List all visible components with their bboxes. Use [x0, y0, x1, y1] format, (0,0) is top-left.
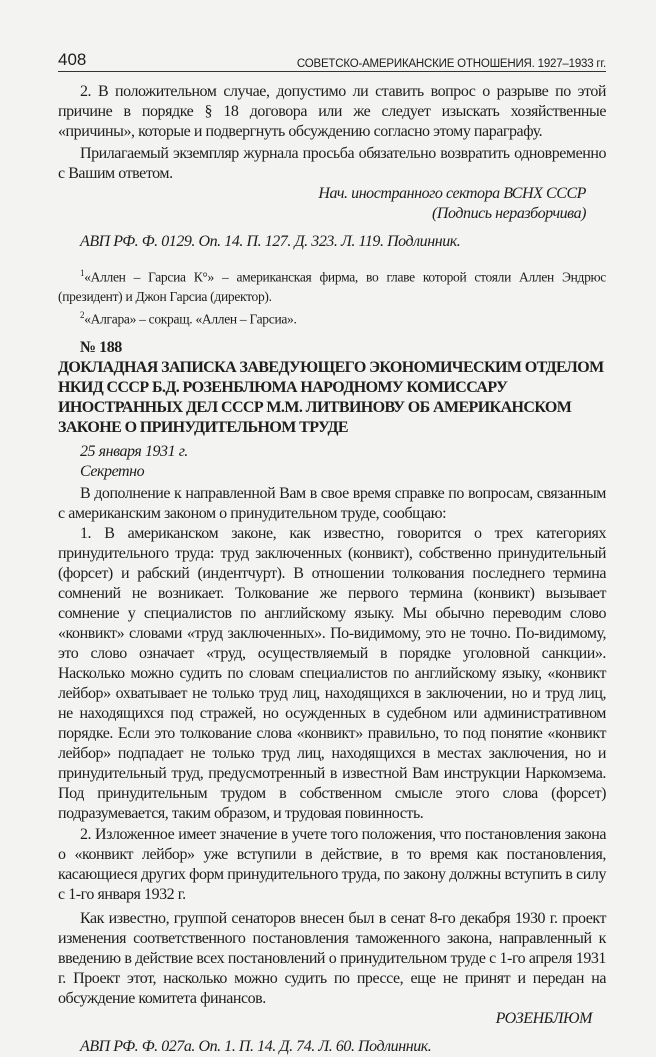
- archive-source: АВП РФ. Ф. 027а. Оп. 1. П. 14. Д. 74. Л. 60. Подлинник.: [80, 1038, 432, 1055]
- signature: РОЗЕНБЛЮМ: [495, 1010, 592, 1027]
- footnotes: [58, 264, 606, 328]
- document-number: № 188: [80, 339, 122, 356]
- document-date: 25 января 1931 г.: [80, 443, 188, 460]
- paragraph: 1. В американском законе, как известно, говорится о трех категориях принудительного труда: труд заключенных (конвикт), собственно принудительный (форсет) и рабский (индентчурт). В отношении толкования последнего термина сомнений не возникает. Толкование же первого термина (конвикт) вызывает сомнение у специалистов по английскому языку. Мы обычно переводим слово «конвикт» словами «труд заключенных». По-видимому, это не точно. По-видимому, это слово означает «труд, осуществляемый в порядке уголовной санкции». Насколько можно судить по словам специалистов по английскому языку, «конвикт лейбор» охватывает не только труд лиц, находящихся в заключении, но и труд лиц, не находящихся под стражей, но осужденных в судебном или административном порядке. Если это толкование слова «конвикт» правильно, то под понятие «конвикт лейбор» подпадает не только труд лиц, находящихся в местах заключения, но и принудительный труд, предусмотренный в известной Вам инструкции Наркомзема. Под принудительным трудом в собственном смысле этого слова (форсет) подразумевается, таким образом, и трудовая повинность.: [58, 525, 606, 822]
- footnote-text: «Алгара» – сокращ. «Аллен – Гарсиа».: [84, 311, 297, 326]
- document-title: ДОКЛАДНАЯ ЗАПИСКА ЗАВЕДУЮЩЕГО ЭКОНОМИЧЕСКИМ ОТДЕЛОМ НКИД СССР Б.Д. РОЗЕНБЛЮМА НАРОДНОМУ КОМИССАРУ ИНОСТРАННЫХ ДЕЛ СССР М.М. ЛИТВИНОВУ ОБ АМЕРИКАНСКОМ ЗАКОНЕ О ПРИНУДИТЕЛЬНОМ ТРУДЕ: [58, 359, 604, 436]
- running-title: СОВЕТСКО-АМЕРИКАНСКИЕ ОТНОШЕНИЯ. 1927–1933 гг.: [296, 58, 606, 70]
- paragraph: Прилагаемый экземпляр журнала просьба обязательно возвратить одновременно с Вашим ответом.: [58, 145, 606, 182]
- paragraph: 2. В положительном случае, допустимо ли ставить вопрос о разрыве по этой причине в порядке § 18 договора или же следует изыскать хозяйственные «причины», которые и подвергнуть обсуждению согласно этому параграфу.: [58, 83, 606, 140]
- signature-position: Нач. иностранного сектора ВСНХ СССР: [318, 185, 586, 202]
- footnote-text: «Аллен – Гарсиа К°» – американская фирма, во главе которой стояли Аллен Эндрюс (президент) и Джон Гарсиа (директор).: [58, 269, 606, 304]
- footnote: [58, 264, 606, 306]
- archive-source: АВП РФ. Ф. 0129. Оп. 14. П. 127. Д. 323. Л. 119. Подлинник.: [80, 233, 461, 250]
- book-page: [58, 48, 606, 1057]
- paragraph: Как известно, группой сенаторов внесен был в сенат 8-го декабря 1930 г. проект изменения соответственного постановления таможенного закона, направленный к введению в действие всех постановлений о принудительном труде с 1-го апреля 1931 г. Проект этот, насколько можно судить по прессе, еще не принят и передан на обсуждение комитета финансов.: [58, 910, 606, 1007]
- classification: Секретно: [80, 463, 145, 480]
- page-number: 408: [58, 50, 87, 69]
- paragraph: 2. Изложенное имеет значение в учете того положения, что постановления закона о «конвикт лейбор» уже вступили в действие, в то время как постановления, касающиеся других форм принудительного труда, по закону должны вступить в силу с 1-го января 1932 г.: [58, 826, 606, 903]
- paragraph: В дополнение к направленной Вам в свое время справке по вопросам, связанным с американским законом о принудительном труде, сообщаю:: [58, 485, 606, 522]
- running-header: [58, 48, 606, 72]
- signature-note: (Подпись неразборчива): [432, 205, 586, 222]
- footnote-mark: 1: [80, 268, 85, 278]
- footnote: [58, 306, 606, 329]
- footnote-mark: 2: [80, 309, 85, 320]
